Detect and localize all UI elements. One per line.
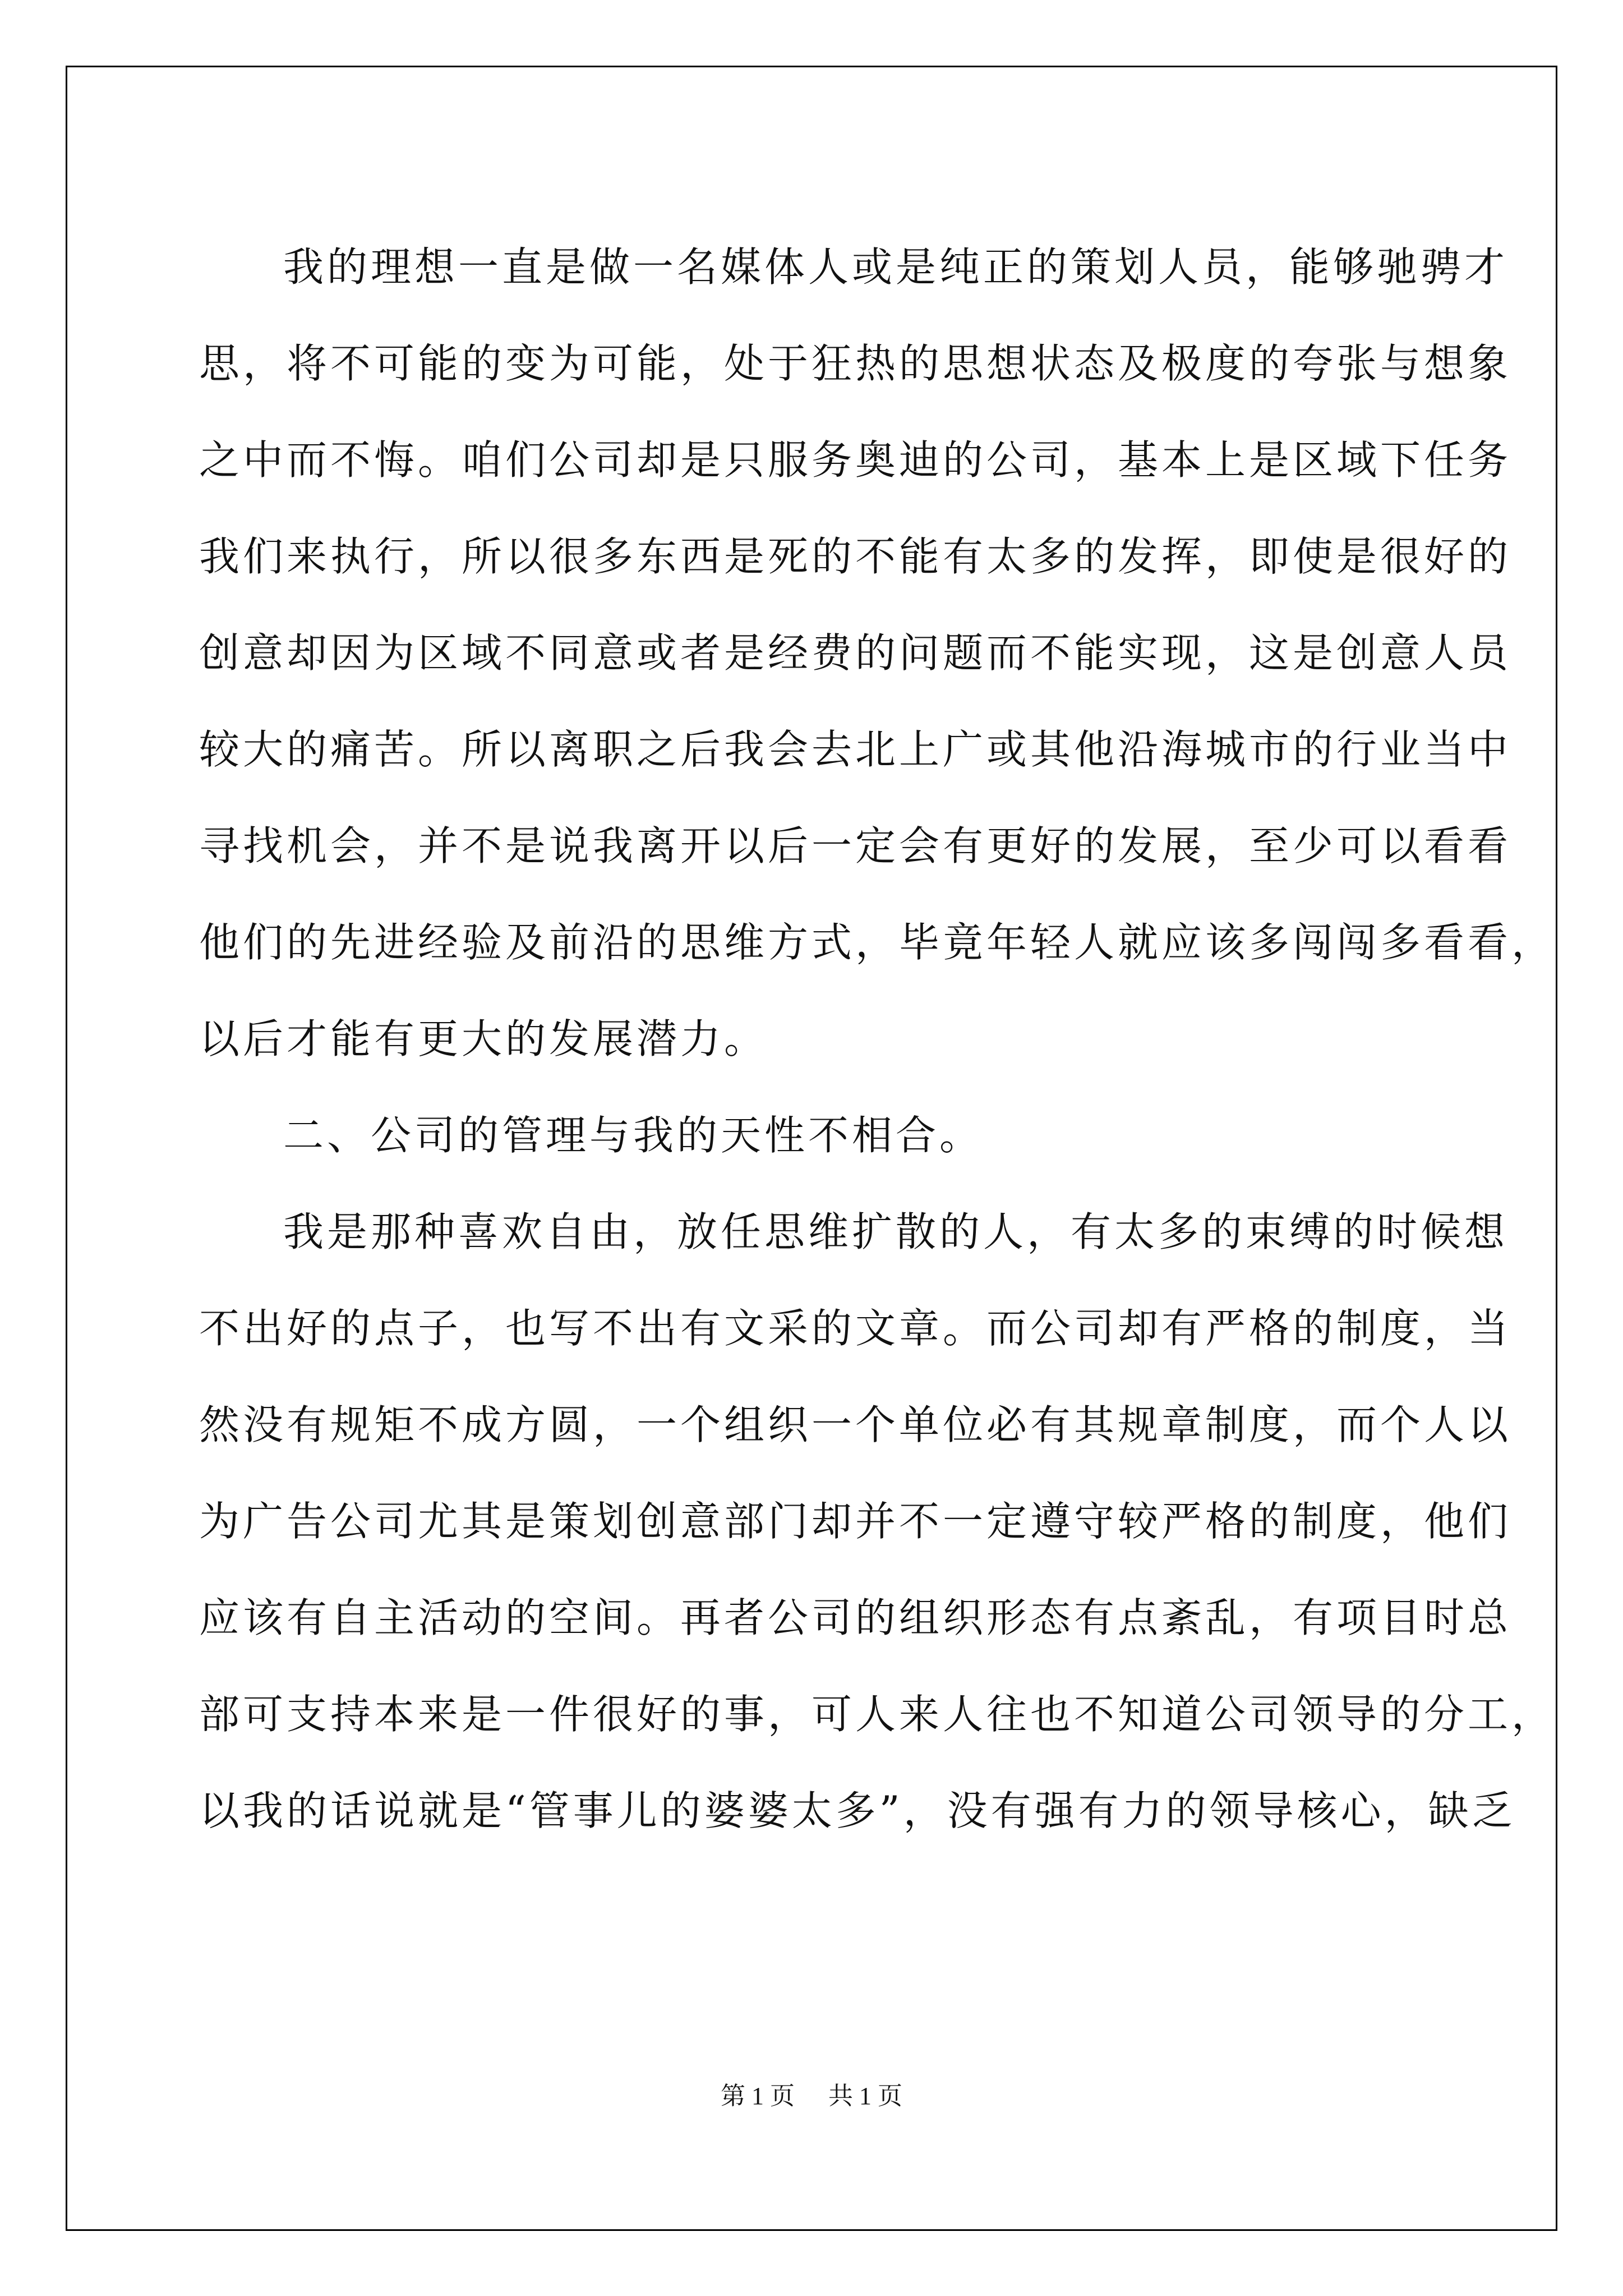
- paragraph-line: 之中而不悔。咱们公司却是只服务奥迪的公司，基本上是区域下任务: [199, 436, 1512, 484]
- paragraph-line: 他们的先进经验及前沿的思维方式，毕竟年轻人就应该多闯闯多看看，: [199, 919, 1556, 966]
- page-footer: [0, 2076, 1623, 2111]
- paragraph-line: 思，将不可能的变为可能，处于狂热的思想状态及极度的夸张与想象: [199, 340, 1512, 387]
- paragraph-line: 寻找机会，并不是说我离开以后一定会有更好的发展，至少可以看看: [199, 822, 1512, 869]
- paragraph-line: 我的理想一直是做一名媒体人或是纯正的策划人员，能够驰骋才: [283, 243, 1509, 291]
- page-number: 第 1 页: [721, 2082, 795, 2110]
- document-body: [199, 219, 1556, 1859]
- paragraph-line: 然没有规矩不成方圆，一个组织一个单位必有其规章制度，而个人以: [199, 1401, 1512, 1448]
- section-heading: 二、公司的管理与我的天性不相合。: [283, 1112, 984, 1159]
- paragraph-line: 创意却因为区域不同意或者是经费的问题而不能实现，这是创意人员: [199, 629, 1512, 677]
- paragraph-line: 我们来执行，所以很多东西是死的不能有太多的发挥，即使是很好的: [199, 533, 1512, 580]
- paragraph-line: 以我的话说就是“管事儿的婆婆太多”，没有强有力的领导核心，缺乏: [199, 1787, 1516, 1834]
- paragraph-line: 较大的痛苦。所以离职之后我会去北上广或其他沿海城市的行业当中: [199, 726, 1512, 773]
- paragraph-line: 应该有自主活动的空间。再者公司的组织形态有点紊乱，有项目时总: [199, 1594, 1512, 1641]
- paragraph-line: 以后才能有更大的发展潜力。: [199, 1015, 768, 1062]
- paragraph-line: 部可支持本来是一件很好的事，可人来人往也不知道公司领导的分工，: [199, 1691, 1556, 1738]
- paragraph-line: 我是那种喜欢自由，放任思维扩散的人，有太多的束缚的时候想: [283, 1208, 1509, 1255]
- paragraph-line: 为广告公司尤其是策划创意部门却并不一定遵守较严格的制度，他们: [199, 1498, 1512, 1545]
- page-total: 共 1 页: [828, 2082, 902, 2110]
- paragraph-line: 不出好的点子，也写不出有文采的文章。而公司却有严格的制度，当: [199, 1305, 1512, 1352]
